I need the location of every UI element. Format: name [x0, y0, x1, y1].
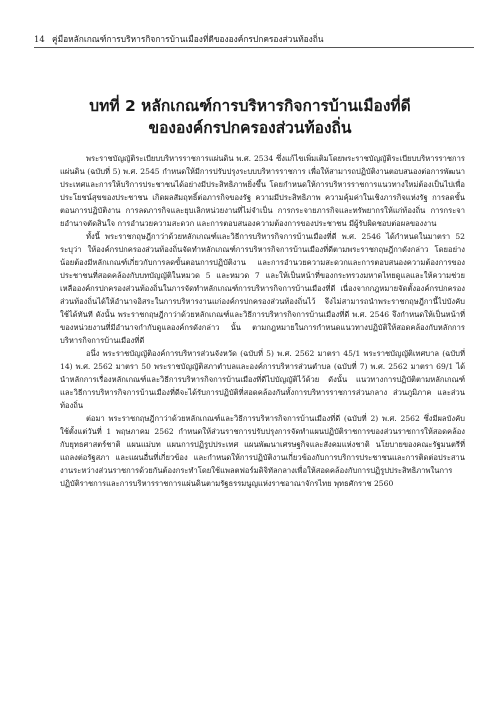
- body-text: [60, 152, 465, 682]
- chapter-title: [60, 95, 440, 139]
- header-divider: [34, 47, 474, 48]
- body-paragraph: ทั้งนี้ พระราชกฤษฎีกาว่าด้วยหลักเกณฑ์และวิธีการบริหารกิจการบ้านเมืองที่ดี พ.ศ. 2546 ได้กำหนดในมาตรา 52 ระบุว่า ให้องค์กรปกครองส่วนท้องถิ่นจัดทำหลักเกณฑ์การบริหารกิจการบ้านเมืองที่ดีตามพระราชกฤษฎีกาดังกล่าว โดยอย่างน้อยต้องมีหลักเกณฑ์เกี่ยวกับการลดขั้นตอนการปฏิบัติงาน และการอำนวยความสะดวกและการตอบสนองความต้องการของประชาชนที่สอดคล้องกับบทบัญญัติในหมวด 5 และหมวด 7 และให้เป็นหน้าที่ของกระทรวงมหาดไทยดูแลและให้ความช่วยเหลือองค์กรปกครองส่วนท้องถิ่นในการจัดทำหลักเกณฑ์การบริหารกิจการบ้านเมืองที่ดี เนื่องจากกฎหมายจัดตั้งองค์กรปกครองส่วนท้องถิ่นได้ให้อำนาจอิสระในการบริหารงานแก่องค์กรปกครองส่วนท้องถิ่นไว้ จึงไม่สามารถนำพระราชกฤษฎีกานี้ไปบังคับใช้ได้ทันที ดังนั้น พระราชกฤษฎีกาว่าด้วยหลักเกณฑ์และวิธีการบริหารกิจการบ้านเมืองที่ดี พ.ศ. 2546 จึงกำหนดให้เป็นหน้าที่ของหน่วยงานที่มีอำนาจกำกับดูแลองค์กรดังกล่าว นั้น ตามกฎหมายในการกำหนดแนวทางปฏิบัติให้สอดคล้องกับหลักการบริหารกิจการบ้านเมืองที่ดี: [60, 232, 465, 345]
- body-paragraph: อนึ่ง พระราชบัญญัติองค์การบริหารส่วนจังหวัด (ฉบับที่ 5) พ.ศ. 2562 มาตรา 45/1 พระราชบัญญัติเทศบาล (ฉบับที่ 14) พ.ศ. 2562 มาตรา 50 พระราชบัญญัติสภาตำบลและองค์การบริหารส่วนตำบล (ฉบับที่ 7) พ.ศ. 2562 มาตรา 69/1 ได้นำหลักการเรื่องหลักเกณฑ์และวิธีการบริหารกิจการบ้านเมืองที่ดีไปบัญญัติไว้ด้วย ดังนั้น แนวทางการปฏิบัติตามหลักเกณฑ์และวิธีการบริหารกิจการบ้านเมืองที่ดีจะได้รับการปฏิบัติที่สอดคล้องกันทั้งการบริหารราชการส่วนกลาง ส่วนภูมิภาค และส่วนท้องถิ่น: [60, 349, 465, 410]
- page-number: 14: [34, 34, 45, 44]
- running-header: [34, 33, 474, 45]
- running-title: คู่มือหลักเกณฑ์การบริหารกิจการบ้านเมืองที่ดีขององค์กรปกครองส่วนท้องถิ่น: [52, 34, 324, 44]
- body-paragraph: ต่อมา พระราชกฤษฎีกาว่าด้วยหลักเกณฑ์และวิธีการบริหารกิจการบ้านเมืองที่ดี (ฉบับที่ 2) พ.ศ. 2562 ซึ่งมีผลบังคับใช้ตั้งแต่วันที่ 1 พฤษภาคม 2562 กำหนดให้ส่วนราชการปรับปรุงการจัดทำแผนปฏิบัติราชการของส่วนราชการให้สอดคล้องกับยุทธศาสตร์ชาติ แผนแม่บท แผนการปฏิรูปประเทศ แผนพัฒนาเศรษฐกิจและสังคมแห่งชาติ นโยบายของคณะรัฐมนตรีที่แถลงต่อรัฐสภา และแผนอื่นที่เกี่ยวข้อง และกำหนดให้การปฏิบัติงานเกี่ยวข้องกับการบริการประชาชนและการติดต่อประสานงานระหว่างส่วนราชการด้วยกันต้องกระทำโดยใช้แพลตฟอร์มดิจิทัลกลางเพื่อให้สอดคล้องกับการปฏิรูปประสิทธิภาพในการปฏิบัติราชการและการบริหารราชการแผ่นดินตามรัฐธรรมนูญแห่งราชอาณาจักรไทย พุทธศักราช 2560: [60, 414, 465, 488]
- chapter-title-line-1: บทที่ 2 หลักเกณฑ์การบริหารกิจการบ้านเมืองที่ดี: [89, 97, 411, 115]
- body-paragraph: พระราชบัญญัติระเบียบบริหารราชการแผ่นดิน พ.ศ. 2534 ซึ่งแก้ไขเพิ่มเติมโดยพระราชบัญญัติระเบียบบริหารราชการแผ่นดิน (ฉบับที่ 5) พ.ศ. 2545 กำหนดให้มีการปรับปรุงระบบบริหารราชการ เพื่อให้สามารถปฏิบัติงานตอบสนองต่อการพัฒนาประเทศและการให้บริการประชาชนได้อย่างมีประสิทธิภาพยิ่งขึ้น โดยกำหนดให้การบริหารราชการแนวทางใหม่ต้องเป็นไปเพื่อประโยชน์สุขของประชาชน เกิดผลสัมฤทธิ์ต่อภารกิจของรัฐ ความมีประสิทธิภาพ ความคุ้มค่าในเชิงภารกิจแห่งรัฐ การลดขั้นตอนการปฏิบัติงาน การลดภารกิจและยุบเลิกหน่วยงานที่ไม่จำเป็น การกระจายภารกิจและทรัพยากรให้แก่ท้องถิ่น การกระจายอำนาจตัดสินใจ การอำนวยความสะดวก และการตอบสนองความต้องการของประชาชน มีผู้รับผิดชอบต่อผลของงาน: [60, 154, 465, 228]
- chapter-title-line-2: ขององค์กรปกครองส่วนท้องถิ่น: [148, 119, 352, 137]
